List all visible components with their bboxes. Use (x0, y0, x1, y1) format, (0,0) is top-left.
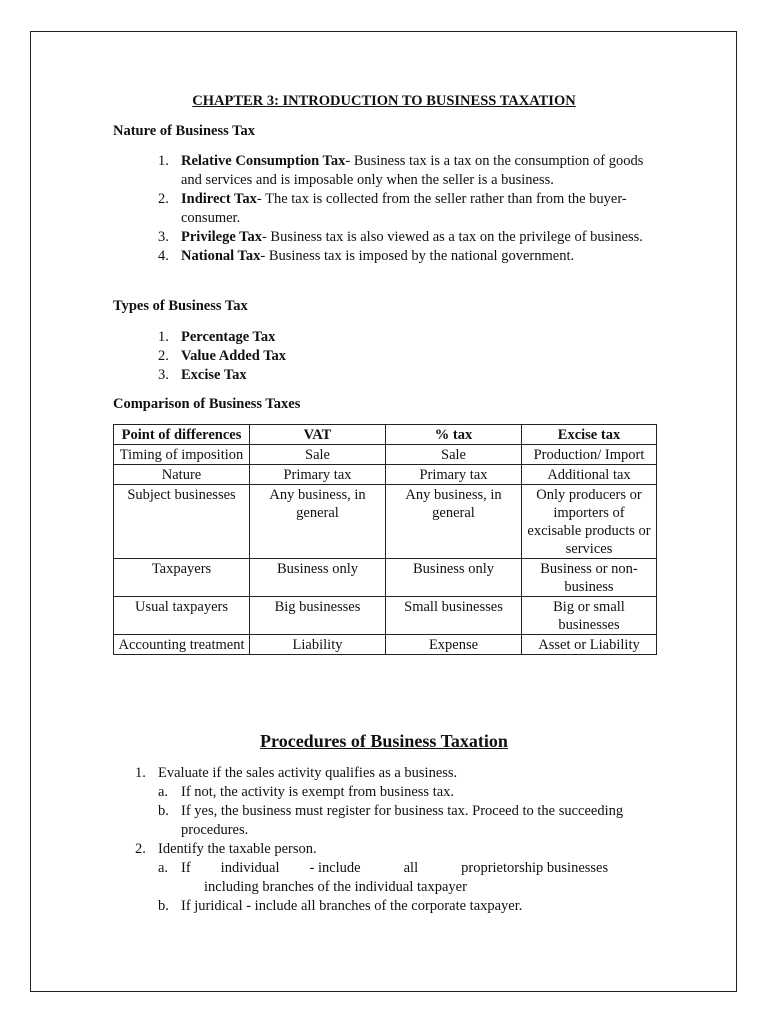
tax-type: Value Added Tax (181, 348, 287, 364)
table-cell: Primary tax (250, 465, 386, 485)
tax-term: Indirect Tax (181, 191, 257, 207)
table-cell: Timing of imposition (114, 445, 250, 465)
procedure-substep (135, 859, 655, 897)
table-cell: Accounting treatment (114, 635, 250, 655)
step-number: 2. (135, 841, 146, 857)
table-cell: Any business, in general (250, 485, 386, 559)
table-cell: Usual taxpayers (114, 597, 250, 635)
table-header-row (114, 425, 657, 445)
table-row (114, 485, 657, 559)
list-item (113, 328, 658, 347)
types-heading: Types of Business Tax (113, 298, 248, 314)
procedure-substep (135, 802, 655, 840)
procedures-title: Procedures of Business Taxation (260, 731, 508, 751)
procedure-substep (135, 783, 655, 802)
substep-text: If juridical - include all branches of the corporate taxpayer. (181, 898, 523, 914)
substep-word: If (181, 860, 191, 876)
list-number: 2. (158, 348, 169, 364)
comparison-heading: Comparison of Business Taxes (113, 396, 301, 412)
list-number: 2. (158, 191, 169, 207)
list-number: 3. (158, 229, 169, 245)
procedures-list (135, 764, 655, 916)
column-header: VAT (250, 425, 386, 445)
table-row (114, 635, 657, 655)
list-number: 1. (158, 329, 169, 345)
column-header: Point of differences (114, 425, 250, 445)
types-list (113, 328, 658, 385)
list-number: 4. (158, 248, 169, 264)
step-number: 1. (135, 765, 146, 781)
table-cell: Liability (250, 635, 386, 655)
table-cell: Asset or Liability (522, 635, 657, 655)
procedure-step (135, 764, 655, 783)
list-item (113, 366, 658, 385)
list-number: 3. (158, 367, 169, 383)
list-number: 1. (158, 153, 169, 169)
comparison-table (113, 424, 657, 655)
tax-description: - Business tax is also viewed as a tax on the privilege of business. (261, 229, 643, 245)
substep-text: If not, the activity is exempt from business tax. (181, 784, 455, 800)
substep-letter: b. (158, 898, 169, 914)
procedure-substep (135, 897, 655, 916)
table-cell: Any business, in general (386, 485, 522, 559)
substep-letter: a. (158, 860, 169, 876)
table-cell: Small businesses (386, 597, 522, 635)
table-cell: Nature (114, 465, 250, 485)
table-cell: Business only (386, 559, 522, 597)
substep-word: proprietorship businesses (461, 860, 609, 876)
table-cell: Production/ Import (522, 445, 657, 465)
table-cell: Taxpayers (114, 559, 250, 597)
tax-type: Percentage Tax (181, 329, 276, 345)
table-cell: Sale (250, 445, 386, 465)
tax-term: National Tax (181, 248, 261, 264)
table-cell: Business only (250, 559, 386, 597)
list-item (113, 152, 658, 190)
list-item (113, 247, 658, 266)
tax-description: - Business tax is a tax on the consumption of goods and services and is imposable only when the seller is a business. (181, 153, 644, 188)
table-row (114, 465, 657, 485)
column-header: Excise tax (522, 425, 657, 445)
list-item (113, 347, 658, 366)
tax-type: Excise Tax (181, 367, 247, 383)
tax-term: Privilege Tax (181, 229, 262, 245)
table-row (114, 445, 657, 465)
table-cell: Only producers or importers of excisable products or services (522, 485, 657, 559)
list-item (113, 190, 658, 228)
substep-text: If yes, the business must register for business tax. Proceed to the succeeding procedures. (181, 803, 624, 838)
list-item (113, 228, 658, 247)
substep-continuation: including branches of the individual taxpayer (204, 879, 467, 895)
table-cell: Sale (386, 445, 522, 465)
substep-word: all (403, 860, 419, 876)
table-cell: Primary tax (386, 465, 522, 485)
procedure-step (135, 840, 655, 859)
table-cell: Business or non-business (522, 559, 657, 597)
table-cell: Additional tax (522, 465, 657, 485)
table-row (114, 559, 657, 597)
column-header: % tax (386, 425, 522, 445)
tax-term: Relative Consumption Tax (181, 153, 346, 169)
substep-word: - include (309, 860, 361, 876)
step-text: Identify the taxable person. (158, 841, 317, 857)
nature-heading: Nature of Business Tax (113, 123, 255, 139)
substep-word: individual (220, 860, 280, 876)
table-cell: Big businesses (250, 597, 386, 635)
step-text: Evaluate if the sales activity qualifies as a business. (158, 765, 458, 781)
chapter-title: CHAPTER 3: INTRODUCTION TO BUSINESS TAXATION (192, 93, 576, 109)
substep-letter: a. (158, 784, 169, 800)
table-cell: Expense (386, 635, 522, 655)
nature-list (113, 152, 658, 266)
substep-letter: b. (158, 803, 169, 819)
table-cell: Subject businesses (114, 485, 250, 559)
tax-description: - The tax is collected from the seller rather than from the buyer-consumer. (181, 191, 627, 226)
table-cell: Big or small businesses (522, 597, 657, 635)
table-row (114, 597, 657, 635)
tax-description: - Business tax is imposed by the national government. (260, 248, 575, 264)
